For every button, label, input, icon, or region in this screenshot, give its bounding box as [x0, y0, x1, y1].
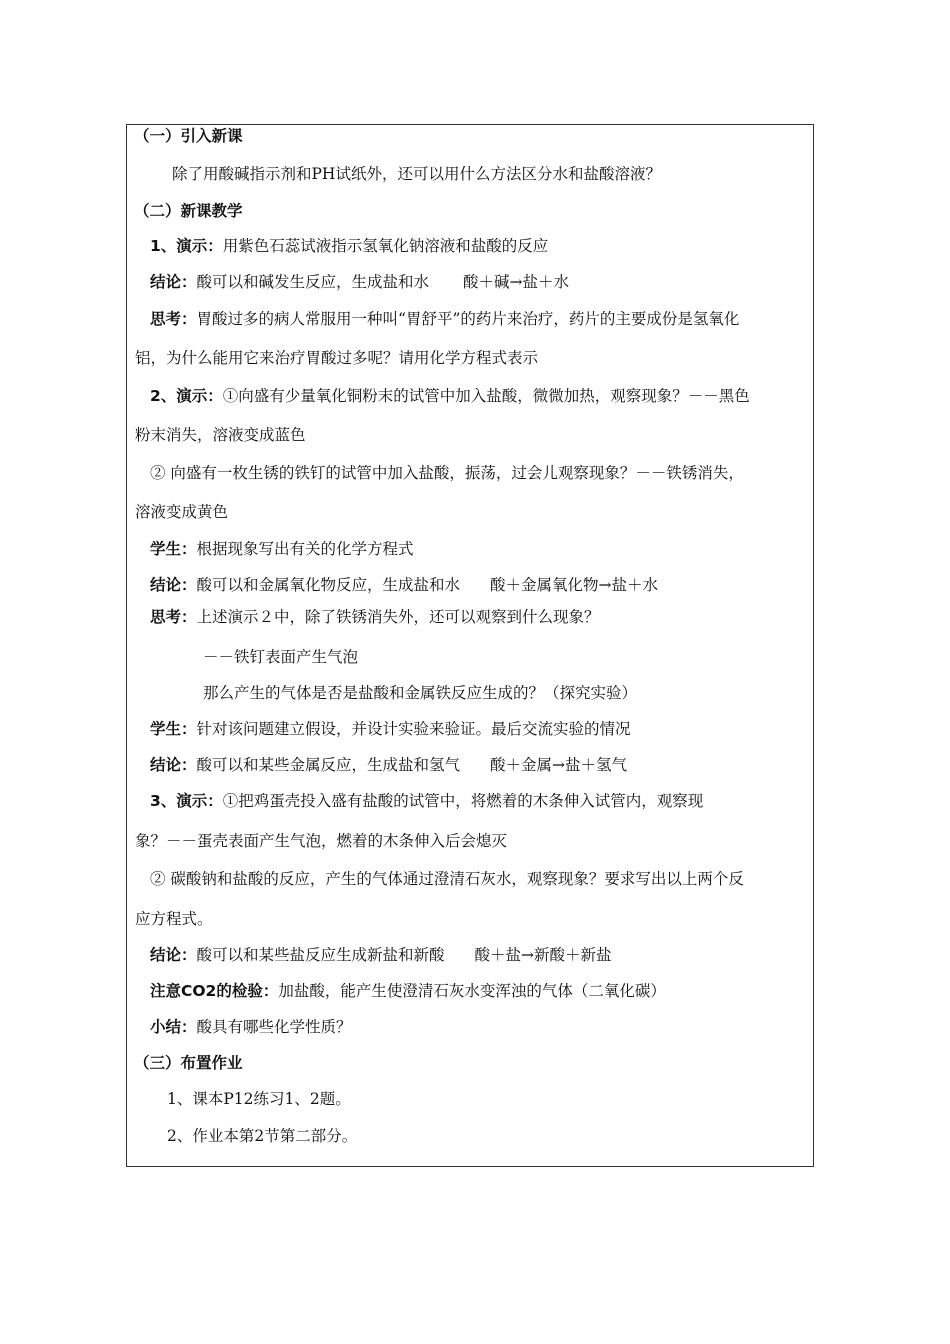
- think-2-question: 那么产生的气体是否是盐酸和金属铁反应生成的？（探究实验）: [203, 684, 638, 702]
- label: 注意CO2的检验：: [150, 982, 279, 1000]
- think-2-answer: －－铁钉表面产生气泡: [203, 648, 359, 666]
- label: 结论：: [150, 946, 197, 964]
- text: 加盐酸，能产生使澄清石灰水变浑浊的气体（二氧化碳）: [278, 982, 666, 1000]
- text: 酸具有哪些化学性质？: [196, 1018, 352, 1036]
- homework-item-2: 2、作业本第2节第二部分。: [167, 1127, 358, 1145]
- demo-3b-line-2: 应方程式。: [135, 910, 213, 928]
- summary: [150, 1017, 352, 1037]
- text: 酸可以和某些盐反应生成新盐和新酸: [196, 946, 445, 964]
- label: 2、演示：: [150, 387, 223, 405]
- section-heading-homework: （三）布置作业: [134, 1054, 243, 1072]
- think-1-line-1: [150, 309, 739, 329]
- text: 酸可以和某些金属反应，生成盐和氢气: [196, 756, 461, 774]
- text: 针对该问题建立假设，并设计实验来验证。最后交流实验的情况: [196, 720, 631, 738]
- text: ①把鸡蛋壳投入盛有盐酸的试管中，将燃着的木条伸入试管内，观察现: [222, 792, 704, 810]
- label: 思考：: [150, 608, 197, 626]
- label: 3、演示：: [150, 792, 223, 810]
- equation: 酸＋碱→盐＋水: [463, 273, 570, 291]
- demo-2-line-2: 粉末消失，溶液变成蓝色: [135, 426, 306, 444]
- demo-3-line-1: [150, 791, 703, 811]
- label: 学生：: [150, 540, 197, 558]
- student-1: [150, 539, 414, 559]
- label: 结论：: [150, 273, 197, 291]
- text: 酸可以和碱发生反应，生成盐和水: [196, 273, 430, 291]
- text: 上述演示２中，除了铁锈消失外，还可以观察到什么现象？: [196, 608, 600, 626]
- conclusion-1: [150, 272, 569, 292]
- demo-2b-line-1: ② 向盛有一枚生锈的铁钉的试管中加入盐酸，振荡，过会儿观察现象？－－铁锈消失，: [150, 464, 744, 482]
- demo-3b-line-1: ② 碳酸钠和盐酸的反应，产生的气体通过澄清石灰水，观察现象？要求写出以上两个反: [150, 870, 744, 888]
- label: 思考：: [150, 310, 197, 328]
- section-heading-intro: （一）引入新课: [134, 127, 243, 145]
- equation: 酸＋金属氧化物→盐＋水: [490, 576, 659, 594]
- think-1-line-2: 铝，为什么能用它来治疗胃酸过多呢？请用化学方程式表示: [135, 349, 539, 367]
- label: 结论：: [150, 756, 197, 774]
- label: 结论：: [150, 576, 197, 594]
- text: 根据现象写出有关的化学方程式: [196, 540, 414, 558]
- think-2: [150, 607, 600, 627]
- text: 胃酸过多的病人常服用一种叫“胃舒平”的药片来治疗，药片的主要成份是氢氧化: [196, 310, 740, 328]
- note-co2: [150, 981, 666, 1001]
- label: 1、演示：: [150, 237, 223, 255]
- demo-2-line-1: [150, 386, 750, 406]
- section-heading-teaching: （二）新课教学: [134, 202, 243, 220]
- conclusion-3: [150, 755, 627, 775]
- label: 小结：: [150, 1018, 197, 1036]
- homework-item-1: 1、课本P12练习1、2题。: [167, 1090, 351, 1108]
- intro-question: 除了用酸碱指示剂和PH试纸外，还可以用什么方法区分水和盐酸溶液？: [172, 165, 661, 183]
- demo-3-line-2: 象？－－蛋壳表面产生气泡，燃着的木条伸入后会熄灭: [135, 832, 508, 850]
- label: 学生：: [150, 720, 197, 738]
- text: ①向盛有少量氧化铜粉末的试管中加入盐酸，微微加热，观察现象？－－黑色: [222, 387, 750, 405]
- conclusion-4: [150, 945, 612, 965]
- demo-2b-line-2: 溶液变成黄色: [135, 503, 229, 521]
- conclusion-2: [150, 575, 658, 595]
- text: 酸可以和金属氧化物反应，生成盐和水: [196, 576, 461, 594]
- equation: 酸＋盐→新酸＋新盐: [474, 946, 612, 964]
- text: 用紫色石蕊试液指示氢氧化钠溶液和盐酸的反应: [222, 237, 549, 255]
- student-2: [150, 719, 631, 739]
- equation: 酸＋金属→盐＋氢气: [490, 756, 628, 774]
- demo-1: [150, 236, 548, 256]
